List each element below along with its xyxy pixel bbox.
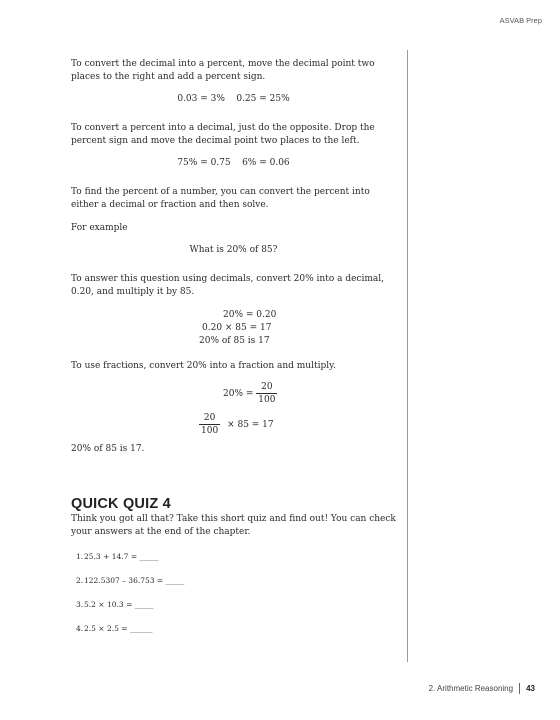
paragraph-percent-of-number: To find the percent of a number, you can convert the percent into either a decimal or fraction and then solve.	[71, 187, 370, 210]
fraction-mult-rest: × 85 = 17	[227, 420, 274, 430]
question-text: 5.2 × 10.3 = _____	[84, 600, 154, 609]
decimal-line: 0.20 × 85 = 17	[202, 323, 272, 333]
fraction	[256, 381, 277, 406]
question-number: 1.	[76, 552, 84, 561]
paragraph-percent-to-decimal: To convert a percent into a decimal, just do the opposite. Drop the percent sign and move the decimal point two places to the left.	[71, 123, 375, 146]
footer-chapter: 2. Arithmetic Reasoning	[428, 684, 514, 693]
fraction-lhs: 20% =	[223, 389, 254, 399]
question-text: 122.5307 – 36.753 = _____	[84, 576, 185, 585]
paragraph-using-fractions: To use fractions, convert 20% into a fraction and multiply.	[71, 361, 336, 371]
fraction	[199, 412, 220, 437]
margin-rule	[407, 50, 408, 662]
paragraph-result: 20% of 85 is 17.	[71, 444, 145, 454]
question-number: 3.	[76, 600, 84, 609]
quiz-intro: Think you got all that? Take this short quiz and find out! You can check your answers at the end of the chapter.	[71, 514, 396, 537]
decimal-solution	[71, 309, 396, 348]
paragraph-for-example: For example	[71, 223, 128, 233]
quick-quiz	[71, 496, 396, 634]
fraction-equation	[71, 381, 396, 406]
question-text: 25.3 + 14.7 = _____	[84, 552, 159, 561]
question-number: 2.	[76, 576, 84, 585]
quiz-question	[71, 552, 396, 562]
footer-divider	[519, 683, 520, 694]
page-body	[71, 58, 396, 634]
question-number: 4.	[76, 624, 84, 633]
decimal-line: 20% = 0.20	[223, 310, 277, 320]
decimal-line: 20% of 85 is 17	[199, 336, 270, 346]
example-question: What is 20% of 85?	[189, 245, 278, 255]
equation-percent-to-decimal: 75% = 0.75 6% = 0.06	[177, 158, 290, 168]
quiz-question	[71, 624, 396, 634]
running-header: ASVAB Prep	[499, 16, 542, 25]
page-number: 43	[526, 684, 535, 693]
fraction-numerator: 20	[256, 381, 277, 394]
fraction-multiplication	[71, 412, 396, 437]
fraction-denominator: 100	[258, 395, 276, 405]
quiz-question	[71, 600, 396, 610]
page-footer	[429, 683, 535, 694]
paragraph-using-decimals: To answer this question using decimals, convert 20% into a decimal, 0.20, and multiply it by 85.	[71, 274, 384, 297]
fraction-numerator: 20	[199, 412, 220, 425]
quiz-question	[71, 576, 396, 586]
quiz-title: QUICK QUIZ 4	[71, 496, 171, 512]
quiz-question-list	[71, 552, 396, 634]
paragraph-decimal-to-percent: To convert the decimal into a percent, move the decimal point two places to the right and add a percent sign.	[71, 59, 375, 82]
fraction-denominator: 100	[201, 426, 219, 436]
equation-decimal-to-percent: 0.03 = 3% 0.25 = 25%	[177, 94, 290, 104]
question-text: 2.5 × 2.5 = ______	[84, 624, 153, 633]
